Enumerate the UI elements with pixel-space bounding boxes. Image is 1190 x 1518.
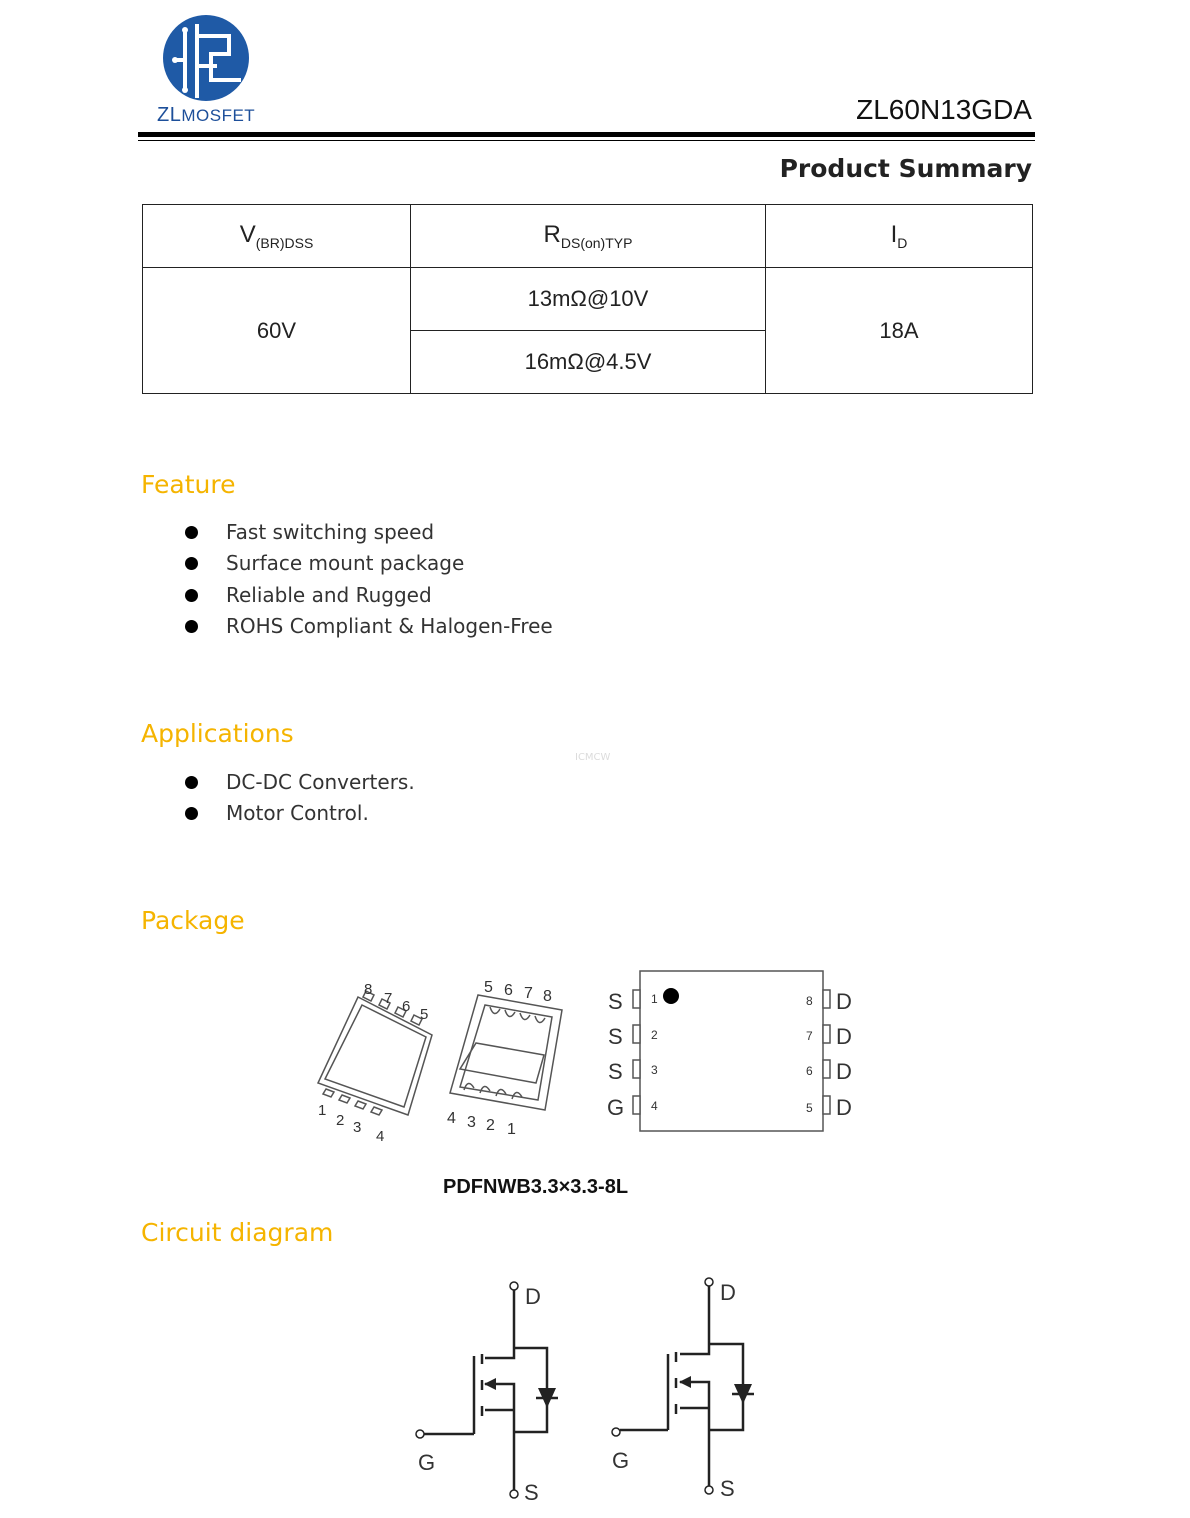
part-number: ZL60N13GDA <box>856 94 1032 125</box>
arrow-icon <box>679 1376 691 1388</box>
pin-label: 8 <box>364 981 373 998</box>
pin-name: D <box>836 1024 852 1049</box>
list-item <box>184 548 553 579</box>
mosfet-symbol-left <box>416 1282 558 1498</box>
feature-list <box>184 517 553 642</box>
pin-number: 8 <box>806 994 813 1008</box>
product-summary-title: Product Summary <box>779 154 1032 183</box>
pin-label: 1 <box>318 1102 327 1119</box>
header-vbrdss <box>143 205 411 268</box>
bullet-icon <box>185 807 198 820</box>
pin-name: S <box>608 1059 623 1084</box>
pin-label: 2 <box>336 1112 345 1129</box>
pin-number: 5 <box>806 1101 813 1115</box>
pin-number: 1 <box>651 992 658 1006</box>
pin-label: 7 <box>524 985 533 1002</box>
feature-text: ROHS Compliant & Halogen-Free <box>226 613 553 638</box>
header-rdson <box>411 205 766 268</box>
header-rdson-sub: DS(on)TYP <box>560 235 633 251</box>
cell-rds-10v: 13mΩ@10V <box>411 268 766 331</box>
header-rdson-main: R <box>543 221 561 248</box>
list-item <box>184 767 415 798</box>
brand-mosfet: MOSFET <box>181 106 256 125</box>
pin-label: 3 <box>353 1119 362 1136</box>
circuit-diagram <box>410 1270 770 1510</box>
drain-label: D <box>720 1280 736 1305</box>
header-id-main: I <box>890 221 898 248</box>
package-title: Package <box>141 906 245 935</box>
bullet-icon <box>185 589 198 602</box>
application-text: Motor Control. <box>226 801 369 826</box>
pin-number: 7 <box>806 1029 813 1043</box>
package-pinout <box>607 971 852 1131</box>
application-text: DC-DC Converters. <box>226 770 415 794</box>
feature-text: Fast switching speed <box>226 520 435 544</box>
mosfet-symbol-right <box>612 1278 754 1494</box>
pin-label: 8 <box>543 988 552 1005</box>
header-vbrdss-main: V <box>239 221 256 248</box>
pin-label: 3 <box>467 1114 476 1131</box>
pin-name: D <box>836 1095 852 1120</box>
header-vbrdss-sub: (BR)DSS <box>255 235 314 251</box>
applications-title: Applications <box>141 719 294 748</box>
bullet-icon <box>185 526 198 539</box>
package-bottom-view <box>450 995 562 1110</box>
bullet-icon <box>185 776 198 789</box>
list-item <box>184 611 553 642</box>
gate-label: G <box>612 1448 630 1473</box>
pin-name: S <box>608 989 623 1014</box>
feature-title: Feature <box>141 470 236 499</box>
pin-name: D <box>836 989 852 1014</box>
pin-label: 4 <box>447 1110 456 1127</box>
package-top-view <box>318 991 432 1115</box>
brand-zl: ZL <box>157 104 182 126</box>
feature-text: Surface mount package <box>226 551 465 576</box>
pin-name: S <box>608 1024 623 1049</box>
source-label: S <box>720 1476 735 1501</box>
pin-label: 7 <box>384 990 393 1007</box>
header-rule-thin <box>138 140 1035 141</box>
source-label: S <box>524 1480 539 1505</box>
cell-vbrdss: 60V <box>143 268 411 394</box>
list-item <box>184 580 553 611</box>
pin-number: 4 <box>651 1099 658 1113</box>
package-name: PDFNWB3.3×3.3-8L <box>443 1176 629 1198</box>
gate-label: G <box>418 1450 436 1475</box>
cell-id: 18A <box>766 268 1033 394</box>
pin-label: 6 <box>402 998 411 1015</box>
bullet-icon <box>185 620 198 633</box>
header-rule-thick <box>138 132 1035 137</box>
watermark: ICMCW <box>575 752 611 763</box>
pin-number: 2 <box>651 1028 658 1042</box>
drain-label: D <box>525 1284 541 1309</box>
bullet-icon <box>185 557 198 570</box>
feature-text: Reliable and Rugged <box>226 582 432 607</box>
brand-name <box>157 104 255 127</box>
arrow-icon <box>484 1378 496 1390</box>
list-item <box>184 517 553 548</box>
pin-label: 1 <box>507 1121 516 1138</box>
list-item <box>184 798 415 829</box>
pin-label: 5 <box>484 979 493 996</box>
header-id-sub: D <box>897 235 908 251</box>
product-summary-table <box>142 204 1033 394</box>
applications-list <box>184 767 415 830</box>
pin-name: D <box>836 1059 852 1084</box>
pin-number: 6 <box>806 1064 813 1078</box>
header-id <box>766 205 1033 268</box>
pin-label: 5 <box>420 1006 429 1023</box>
pin-label: 4 <box>376 1128 385 1145</box>
circuit-diagram-title: Circuit diagram <box>141 1218 334 1247</box>
package-drawing <box>300 965 870 1155</box>
pin-name: G <box>607 1095 625 1120</box>
pin-label: 2 <box>486 1117 495 1134</box>
pin-number: 3 <box>651 1063 658 1077</box>
pin-label: 6 <box>504 982 513 999</box>
cell-rds-4v5: 16mΩ@4.5V <box>411 331 766 394</box>
